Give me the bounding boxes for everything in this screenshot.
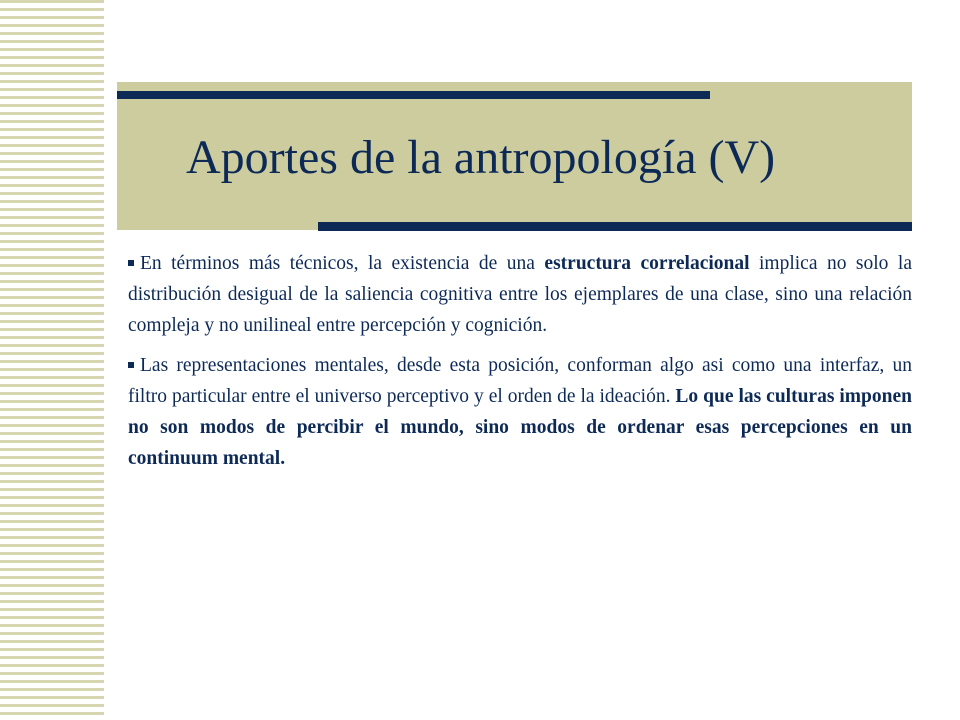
- bullet-1-bold-text: estructura correlacional: [544, 253, 750, 274]
- slide-content: [128, 248, 912, 483]
- square-bullet-icon: [128, 362, 134, 368]
- bullet-2-text: Las representaciones mentales, desde esta posición, conforman algo asi como una interfaz, un filtro particular entre el universo perceptivo y el orden de la ideación.: [128, 355, 912, 407]
- slide-title: Aportes de la antropología (V): [186, 131, 776, 184]
- bullet-1-text-cont: implica no solo la distribución desigual de la saliencia cognitiva entre los ejemplares de una clase, sino una relación compleja y no unilineal entre percepción y cognición.: [128, 253, 912, 336]
- top-rule: [117, 91, 710, 99]
- decorative-stripes: [0, 0, 104, 720]
- square-bullet-icon: [128, 260, 134, 266]
- bullet-paragraph-2: [128, 350, 912, 474]
- bullet-paragraph-1: [128, 248, 912, 341]
- bullet-2-bold-text: Lo que las culturas imponen no son modos de percibir el mundo, sino modos de ordenar esas percepciones en un continuum mental.: [128, 386, 912, 469]
- bullet-1-text: En términos más técnicos, la existencia de una: [140, 253, 545, 274]
- bottom-rule: [318, 222, 912, 231]
